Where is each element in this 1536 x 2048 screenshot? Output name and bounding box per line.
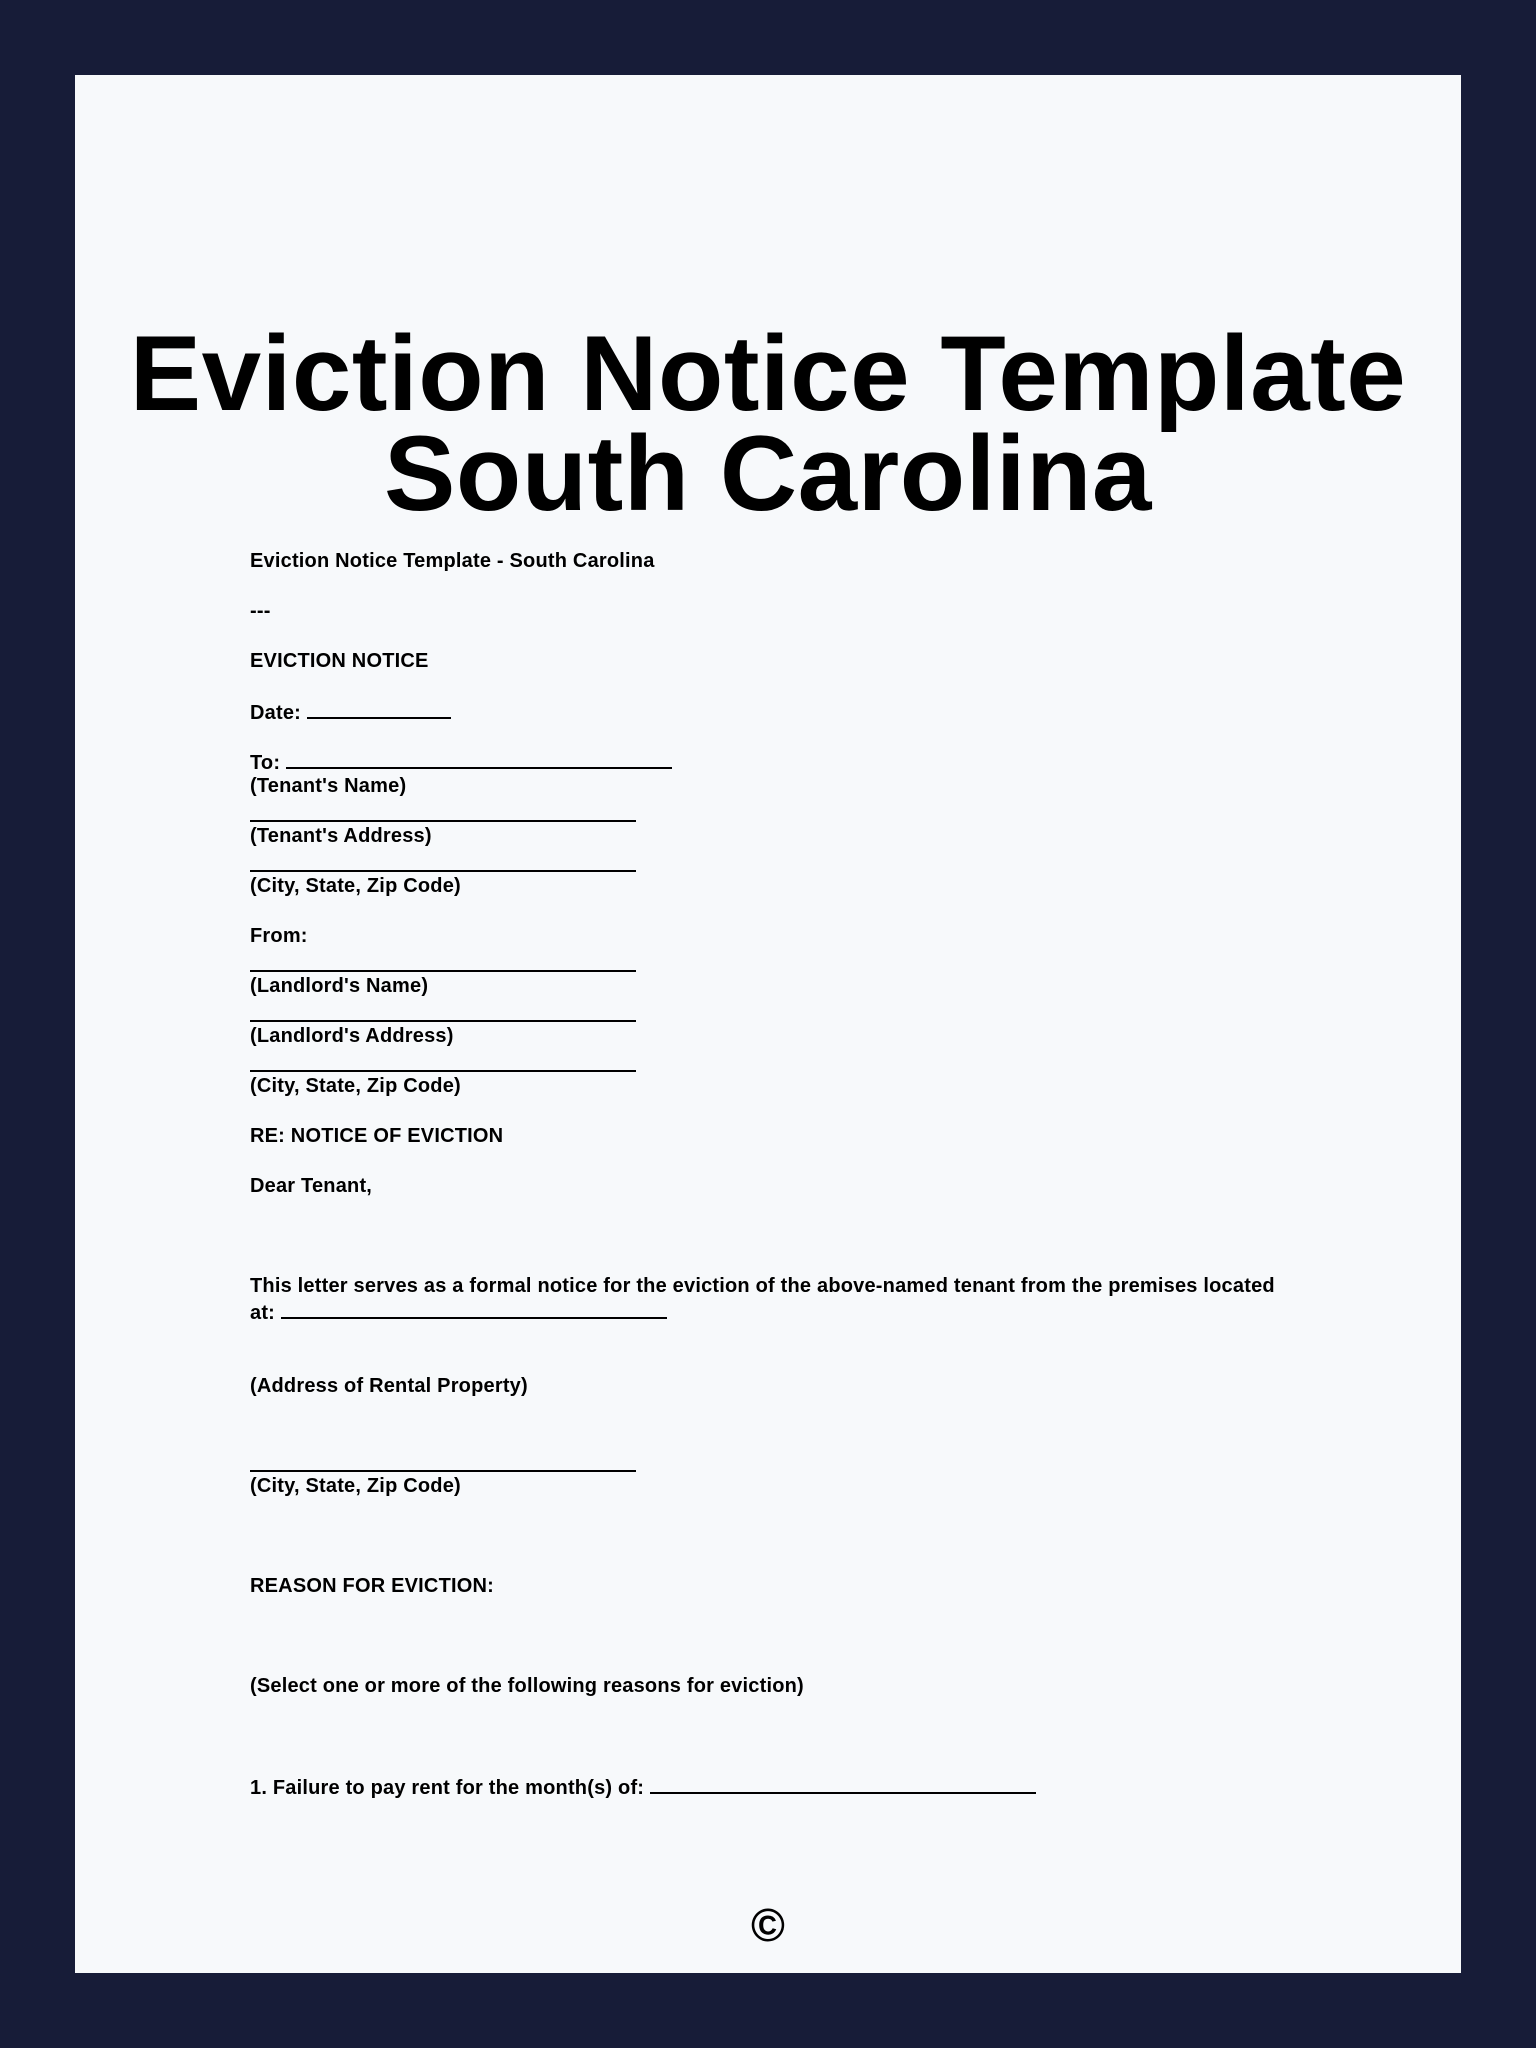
date-line [250,699,451,726]
landlord-address-label: (Landlord's Address) [250,1025,454,1047]
property-city-label: (City, State, Zip Code) [250,1475,461,1497]
tenant-city-blank [250,870,636,872]
landlord-city-blank [250,1070,636,1072]
tenant-city-label: (City, State, Zip Code) [250,875,461,897]
title-line-2: South Carolina [384,413,1152,533]
landlord-name-blank [250,970,636,972]
reason-1-blank [650,1774,1036,1794]
body-line-2-prefix: at: [250,1302,276,1324]
reason-1-line [250,1774,1036,1801]
tenant-name-label: (Tenant's Name) [250,775,407,797]
landlord-city-label: (City, State, Zip Code) [250,1075,461,1097]
title-line-1: Eviction Notice Template [129,313,1407,433]
re-line: RE: NOTICE OF EVICTION [250,1125,504,1147]
to-line [250,749,672,776]
from-label: From: [250,925,308,947]
reason-heading: REASON FOR EVICTION: [250,1575,495,1597]
salutation: Dear Tenant, [250,1175,373,1197]
date-blank [307,699,451,719]
property-city-blank [250,1470,636,1472]
landlord-address-blank [250,1020,636,1022]
copyright-icon: © [751,1899,785,1951]
tenant-address-blank [250,820,636,822]
reason-instruction: (Select one or more of the following reasons for eviction) [250,1675,804,1697]
page-title [75,313,1461,533]
document-page [75,75,1461,1973]
body-line-2 [250,1299,667,1326]
body-line-1: This letter serves as a formal notice for the eviction of the above-named tenant from the premises located [250,1275,1275,1297]
to-label: To: [250,752,281,774]
document-heading: Eviction Notice Template - South Carolina [250,550,655,572]
to-blank [286,749,672,769]
date-label: Date: [250,702,302,724]
separator: --- [250,600,271,622]
reason-1-label: 1. Failure to pay rent for the month(s) of: [250,1777,645,1799]
notice-title: EVICTION NOTICE [250,650,429,672]
premises-blank [281,1299,667,1319]
property-address-label: (Address of Rental Property) [250,1375,528,1397]
landlord-name-label: (Landlord's Name) [250,975,429,997]
tenant-address-label: (Tenant's Address) [250,825,432,847]
